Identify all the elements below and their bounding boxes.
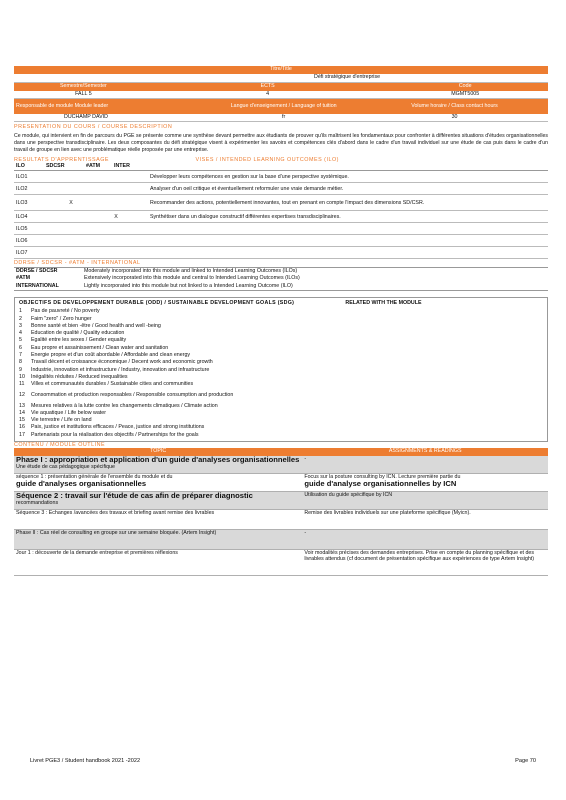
sdg-number: 8 [19,359,22,366]
content-assignment-detail: - [304,456,307,463]
legend-text: Extensively incorporated into this module and central to Intended Learning Outcomes (ILOs) [84,275,300,282]
sdg-text: Partenariats pour la réalisation des objectifs / Partnerships for the goals [31,431,199,438]
legend-row [14,268,548,276]
content-topic [14,510,302,529]
sdg-text: Education de qualité / Quality education [31,330,125,337]
code-label: Code [458,83,472,89]
content-row [14,550,548,576]
sdg-number: 9 [19,366,22,373]
sdg-text: Egalité entre les sexes / Gender equality [31,337,127,344]
ilo-col-inter: INTER [114,163,130,170]
legend-key: DDRSE / SDCSR [16,267,58,274]
sdg-text: Inégalités réduites / Reduced inequalities [31,373,128,380]
ects-value: 4 [266,91,270,97]
ilo-text: Recommander des actions, potentiellement innovantes, tout en prenant en compte l'impact des dimensions SD/CSR. [150,199,425,206]
ects-label: ECTS [260,83,275,89]
sdg-number: 3 [19,322,22,329]
sdg-number: 2 [19,315,22,322]
ilo-atm-mark: X [114,213,118,220]
sdg-table [14,297,548,442]
language-value: fr [282,114,286,120]
sdg-number: 11 [19,381,25,388]
sdg-heading-row [19,300,543,306]
ilo-heading-right: VISES / INTENDED LEARNING OUTCOMES (ILO) [195,157,339,164]
sdg-number: 12 [19,392,25,399]
sdg-text: Paix, justice et institutions efficaces / Peace, justice and strong institutions [31,424,205,431]
presentation-text: Ce module, qui intervient en fin de parcours du PGE se présente comme une synthèse devant permettre aux étudiants de prouver qu'ils maîtrisent les fondamentaux pour confronter à différentes situations d'études organisationnelles dans une perspective transdisciplinaire. Les deux composantes du défi stratégique visent à expérimenter les savoirs et compétences clés d'abord dans le cadre d'un travail individuel sur une étude de cas puis dans le cadre d'un travail de groupe en lien avec une problématique réelle proposée par une entreprise. [14,133,548,154]
language-label: Langue d'enseignement / Language of tuition [230,103,337,110]
sdg-number: 14 [19,409,25,416]
content-assignment [302,510,548,529]
content-topic-detail: Phase II : Cas réel de consulting en groupe sur une semaine bloquée. (Artem Insight) [16,530,217,537]
content-assignment-detail: Focus sur la posture consulting by ICN. Lecture première partie du [304,474,461,481]
module-sheet [14,66,548,576]
sdg-item [19,330,543,337]
sdg-text: Faim "zero" / Zero hunger [31,315,92,322]
sdg-item [19,367,543,374]
content-topic-title: guide d'analyses organisationnelles [16,479,147,489]
content-header-row [14,448,548,456]
content-row [14,530,548,550]
sdg-number: 4 [19,330,22,337]
ilo-text: Développer leurs compétences en gestion sur la base d'une perspective systémique. [150,173,349,180]
page-footer [30,758,536,764]
legend-row [14,283,548,291]
sdg-number: 16 [19,424,25,431]
content-topic-detail: Une étude de cas pédagogique spécifique [16,464,115,471]
sdg-item [19,389,543,403]
legend-key: INTERNATIONAL [16,282,59,289]
content-assignment-detail: Voir modalités précises des demandes entreprises. Prise en compte du planning spécifique et des livrables attendus (cf document de présentation spécifique aux expériences de type Artem Insight) [304,550,535,563]
sdg-item [19,352,543,359]
content-row [14,474,548,492]
sdg-text: Eau propre et assainissement / Clean water and sanitation [31,344,169,351]
sdg-item [19,424,543,431]
sdg-heading-right: RELATED WITH THE MODULE [345,300,422,307]
sdg-number: 15 [19,417,25,424]
sdg-item [19,410,543,417]
content-assignment [302,456,548,473]
title-label-row [14,66,548,74]
sdg-text: Mesures relatives à la lutte contre les changements climatiques / Climate action [31,402,218,409]
sdg-number: 17 [19,431,25,438]
title-value-row [14,74,548,83]
sdg-item [19,417,543,424]
semester-value-row [14,91,548,99]
responsible-label: Responsable de module Module leader [16,103,109,110]
ilo-row [14,235,548,247]
content-topic-detail: Jour 1 : découverte de la demande entreprise et premières réflexions [16,550,178,557]
legend-key: #ATM [16,275,31,282]
sdg-item [19,308,543,315]
ilo-row [14,211,548,223]
ilo-row [14,247,548,259]
title-label: Titre/Title [270,66,292,72]
sdg-text: Pas de pauvreté / No poverty [31,308,100,315]
assignments-label: ASSIGNMENTS & READINGS [388,448,462,455]
title-value: Défi stratégique d'entreprise [314,74,381,80]
topic-label: TOPIC [150,448,167,455]
sdg-list [19,308,543,439]
ilo-sdcsr-mark: X [69,199,73,206]
sdg-item [19,432,543,439]
content-assignment-detail: Utilisation du guide spécifique by ICN [304,492,393,499]
ilo-text: Analyser d'un oeil critique et éventuellement reformuler une vraie demande métier. [150,185,344,192]
ilo-text: Synthétiser dans un dialogue constructif différentes expertises transdisciplinaires. [150,213,341,220]
presentation-heading: PRESENTATION DU COURS / COURSE DESCRIPTION [14,124,173,130]
content-topic [14,530,302,549]
volume-label: Volume horaire / Class contact hours [411,103,498,110]
sdg-item [19,323,543,330]
content-assignment-detail: - [304,530,307,537]
sdg-number: 5 [19,337,22,344]
ilo-row [14,171,548,183]
legend-heading: DDRSE / SDCSR - #ATM - INTERNATIONAL [14,260,141,267]
sdg-item [19,345,543,352]
volume-value: 30 [451,114,458,120]
content-row [14,492,548,510]
sdg-item [19,381,543,388]
sdg-text: Industrie, innovation et infrastructure / Industry, innovation and infrastructure [31,366,210,373]
sdg-item [19,359,543,366]
legend-row [14,275,548,283]
sdg-item [19,403,543,410]
content-topic [14,492,302,509]
responsible-value: DUCHAMP DAVID [64,114,108,120]
legend-text: Lightly incorporated into this module but not linked to a Intended Learning Outcome (ILO) [84,282,293,289]
sdg-text: Consommation et production responsables / Responsible consumption and production [31,392,234,399]
content-topic [14,550,302,575]
ilo-id: ILO1 [16,173,28,180]
ilo-col-sdcsr: SDCSR [46,163,65,170]
ilo-id: ILO4 [16,213,28,220]
content-topic-detail: séquence 1 : présentation générale de l'ensemble du module et du [16,474,173,481]
sdg-text: Energie propre et d'un coût abordable / Affordable and clean energy [31,352,191,359]
ilo-heading-left: RESULTATS D'APPRENTISSAGE [14,157,110,164]
ilo-id: ILO2 [16,185,28,192]
content-topic [14,474,302,491]
content-heading: CONTENU / MODULE OUTLINE [14,441,106,448]
sdg-text: Bonne santé et bien -être / Good health and well -being [31,322,161,329]
content-topic-title: Phase I : appropriation et application d'un guide d'analyses organisationnelles [16,456,300,465]
sdg-number: 6 [19,344,22,351]
content-row [14,510,548,530]
content-topic-title: Séquence 2 : travail sur l'étude de cas afin de préparer diagnostic [16,492,253,501]
sdg-text: Vie terrestre / Life on land [31,417,92,424]
content-row [14,456,548,474]
semester-header-row [14,83,548,91]
ilo-id: ILO7 [16,249,28,256]
sdg-number: 7 [19,352,22,359]
content-assignment [302,474,548,491]
content-topic-detail: recommandations [16,500,59,507]
sdg-item [19,374,543,381]
page-number: Page 70 [515,758,536,764]
footer-handbook: Livret PGE3 / Student handbook 2021 -2022 [30,758,141,764]
code-value: MGMT5005 [451,91,480,97]
legend-text: Moderately incorporated into this module and linked to Intended Learning Outcomes (ILOs) [84,267,298,274]
content-assignment [302,530,548,549]
sdg-text: Villes et communautés durables / Sustainable cities and communities [31,381,194,388]
sdg-heading-left: OBJECTIFS DE DEVELOPPEMENT DURABLE (ODD) / SUSTAINABLE DEVELOPMENT GOALS (SDG) [19,300,295,307]
sdg-text: Vie aquatique / Life below water [31,409,106,416]
content-topic-detail: Séquence 3 : Echanges /avancées des travaux et briefing avant remise des livrables [16,510,215,517]
ilo-row [14,223,548,235]
ilo-id: ILO5 [16,225,28,232]
ilo-id: ILO6 [16,237,28,244]
content-assignment-title: guide d'analyse organisationnelles by ICN [304,479,457,489]
sdg-number: 13 [19,402,25,409]
responsible-header-row [14,99,548,114]
content-assignment-detail: Remise des livrables individuels sur une plateforme spécifique (Myicn). [304,510,471,517]
sdg-number: 1 [19,308,22,315]
content-assignment [302,550,548,575]
content-assignment [302,492,548,509]
ilo-col-ilo: ILO [16,163,25,170]
ilo-row [14,183,548,195]
sdg-text: Travail décent et croissance économique / Decent work and economic growth [31,359,213,366]
semester-value: FALL 5 [75,91,92,97]
ilo-row [14,195,548,211]
ilo-id: ILO3 [16,199,28,206]
content-topic [14,456,302,473]
sdg-item [19,316,543,323]
responsible-value-row [14,114,548,122]
ilo-column-headers [14,163,548,171]
sdg-number: 10 [19,373,25,380]
ilo-col-atm: #ATM [86,163,101,170]
sdg-item [19,337,543,344]
legend-table [14,267,548,292]
ilo-table [14,171,548,259]
semester-label: Semestre/Semester [60,83,107,89]
